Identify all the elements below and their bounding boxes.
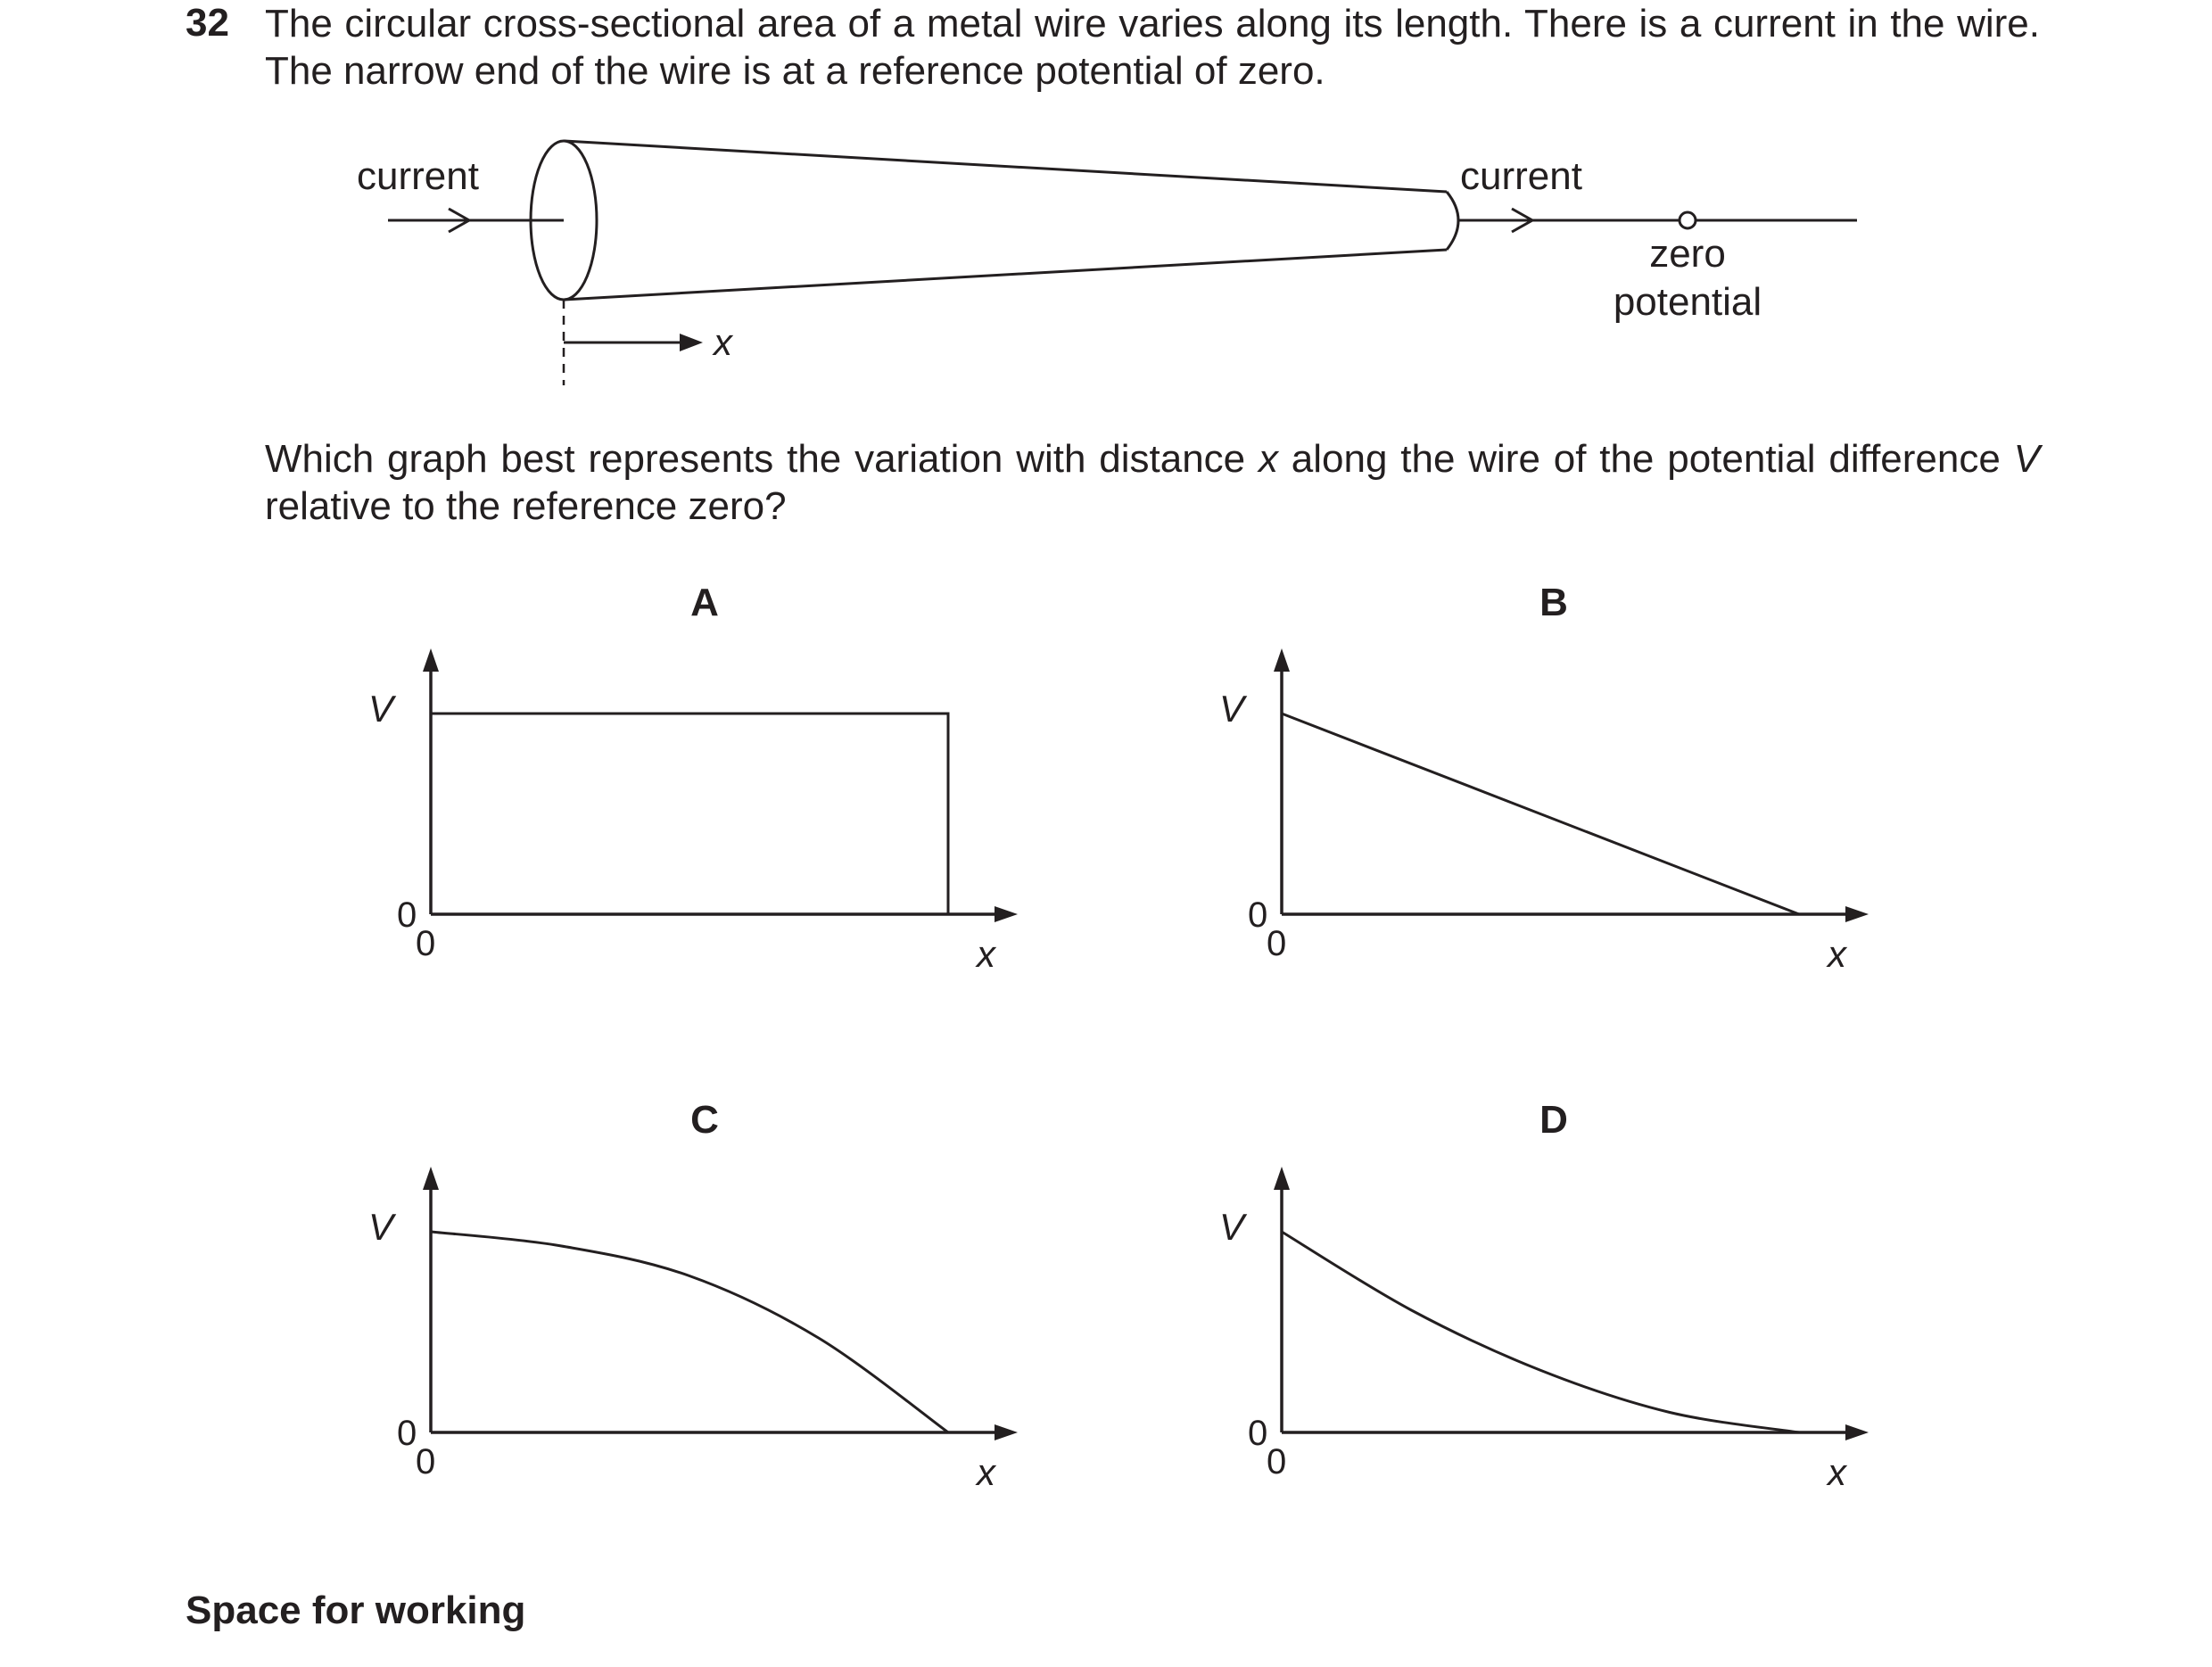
graph-c-origin-x-label: 0 [416,1442,436,1481]
graph-a-curve [431,714,948,914]
question-number: 32 [186,1,229,45]
graph-c-y-arrow [423,1167,439,1190]
option-label-b: B [1539,581,1568,624]
graph-a-origin-x-label: 0 [416,924,436,963]
graph-c-origin-y-label: 0 [397,1414,417,1453]
option-label-c: C [690,1098,719,1142]
wire-top-edge [564,141,1447,192]
graph-d-y-arrow [1274,1167,1290,1190]
graph-d-x-label: x [1828,1451,1846,1493]
graph-c-x-label: x [977,1451,995,1493]
option-label-d: D [1539,1098,1568,1142]
graph-c-y-label: V [368,1206,394,1248]
graph-b-origin-y-label: 0 [1248,895,1268,935]
graph-a-origin-y-label: 0 [397,895,417,935]
graph-b-y-label: V [1219,688,1245,730]
graph-a-x-arrow [995,906,1018,922]
potential-label: potential [1613,280,1762,324]
graph-c-x-arrow [995,1424,1018,1440]
graph-c-curve [431,1232,948,1432]
graph-a-y-arrow [423,648,439,672]
narrow-end-arc [1447,192,1458,250]
zero-label: zero [1649,232,1726,276]
option-label-a: A [690,581,719,624]
space-for-working-label: Space for working [186,1589,526,1632]
graph-d-curve [1282,1232,1799,1432]
graph-b-origin-x-label: 0 [1267,924,1287,963]
graph-b-x-label: x [1828,933,1846,975]
x-arrow-head [680,334,703,351]
graph-b-curve [1282,714,1799,914]
graph-a-x-label: x [977,933,995,975]
graph-d-x-arrow [1845,1424,1869,1440]
question-text: The circular cross-sectional area of a metal wire varies along its length. There is a current in the wire. The narrow end of the wire is at a reference potential of zero. [265,2,2040,93]
zero-potential-terminal [1680,212,1696,228]
graph-d-origin-x-label: 0 [1267,1442,1287,1481]
question-prompt: Which graph best represents the variation with distance x along the wire of the potential difference V relative to the reference zero? [265,437,2040,528]
graph-a-y-label: V [368,688,394,730]
graph-b-x-arrow [1845,906,1869,922]
wire-bottom-edge [564,250,1447,300]
option-graphs [368,581,1869,1493]
current-label-right: current [1460,154,1582,198]
diagram-x-label: x [714,321,732,363]
graph-d-origin-y-label: 0 [1248,1414,1268,1453]
graph-d-y-label: V [1219,1206,1245,1248]
graph-b-y-arrow [1274,648,1290,672]
current-label-left: current [357,154,479,198]
